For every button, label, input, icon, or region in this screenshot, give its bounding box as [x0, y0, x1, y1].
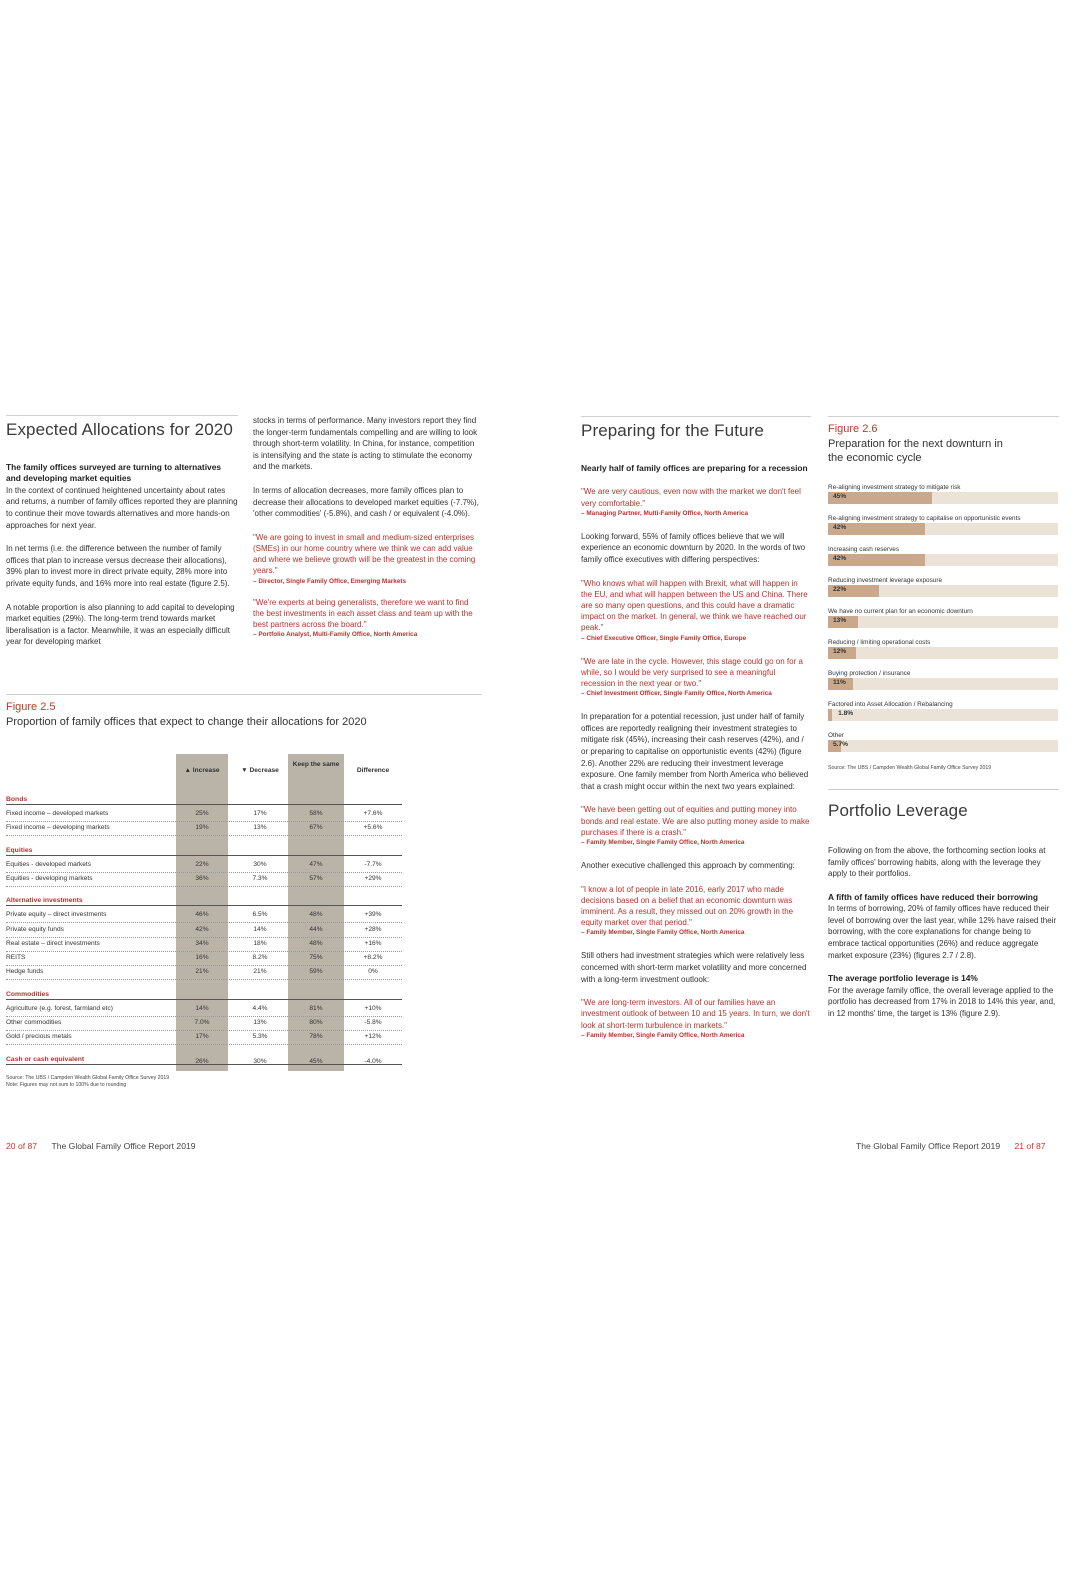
table-row [6, 1003, 402, 1017]
footer-right [856, 1141, 1046, 1151]
bar-track [828, 647, 1058, 659]
paragraph: In the context of continued heightened uncertainty about rates and returns, a number of family offices reported they are planning to continue their move towards alternatives and more hands-on approaches for next year. [6, 485, 238, 530]
quote-attribution: – Family Member, Single Family Office, North America [581, 838, 745, 846]
cell-diff: +39% [364, 911, 382, 919]
paragraph: In terms of allocation decreases, more family offices plan to decrease their allocations to developed market equities (-7.7%), 'other commodities' (-5.8%), and cash / or equivalent (-4.0%). [253, 485, 479, 519]
cell-dec: 21% [253, 968, 267, 976]
table-group-header: Alternative investments [6, 897, 402, 906]
cell-keep: 58% [309, 810, 323, 817]
bar-category-label: Reducing investment leverage exposure [828, 577, 943, 584]
table-row [6, 1017, 402, 1031]
paragraph: In terms of borrowing, 20% of family offices have reduced their level of borrowing over the last year, while 12% have raised their borrowing, with the core explanations for change being to embrace tactical opportunities (26%) and reduce aggregate market exposure (23%) (figures 2.7 / 2.8). [828, 904, 1057, 960]
cell-dec: 14% [253, 925, 267, 933]
table-group-header: Commodities [6, 991, 402, 1000]
quote-attribution: – Family Member, Single Family Office, North America [581, 929, 745, 937]
quote-attribution: – Director, Single Family Office, Emerging Markets [253, 577, 407, 585]
paragraph: Another executive challenged this approach by commenting: [581, 860, 795, 870]
cell-dec: 17% [253, 810, 267, 817]
right-column-1 [581, 463, 811, 1041]
header-difference: Difference [356, 767, 390, 774]
bar-track [828, 492, 1058, 504]
bar [828, 709, 832, 721]
paragraph: Following on from the above, the forthcoming section looks at family offices' borrowing habits, along with the leverage they apply to their portfolios. [828, 846, 1046, 879]
cell-dec: 30% [253, 1057, 267, 1065]
cell-keep: 67% [309, 824, 323, 832]
cell-keep: 59% [309, 968, 323, 976]
bar-value-label: 5.7% [833, 741, 849, 748]
row-label: REITS [6, 954, 26, 962]
quote: "We are very cautious, even now with the market we don't feel very comfortable." [581, 487, 801, 508]
table-row [6, 952, 402, 966]
left-column-1 [6, 462, 238, 648]
row-label: Gold / precious metals [6, 1033, 72, 1041]
bar-category-label: We have no current plan for an economic downturn [828, 608, 973, 615]
paragraph: stocks in terms of performance. Many investors report they find the longer-term fundamentals compelling and are willing to look through short-term volatility. In China, for instance, competition is intensifying and the state is acting to stimulate the economy and the markets. [253, 416, 478, 472]
row-label: Agriculture (e.g. forest, farmland etc) [6, 1004, 114, 1012]
bar-category-label: Increasing cash reserves [828, 546, 900, 553]
figure-title: Proportion of family offices that expect to change their allocations for 2020 [6, 716, 367, 728]
cell-dec: 18% [253, 939, 267, 947]
cell-diff: +29% [364, 874, 382, 882]
cell-keep: 78% [309, 1033, 323, 1041]
cell-inc: 21% [195, 968, 209, 976]
cell-inc: 46% [195, 911, 209, 919]
paragraph: In net terms (i.e. the difference between the number of family offices that plan to increase versus decrease their allocations), 39% plan to invest more in direct private equity, 28% more into private equity funds, and 16% more into real estate (figure 2.5). [6, 544, 230, 588]
table-row [6, 808, 402, 822]
cell-dec: 4.4% [252, 1004, 268, 1012]
cell-keep: 48% [309, 911, 323, 919]
row-label: Equities - developing markets [6, 874, 93, 882]
cell-inc: 19% [195, 824, 209, 832]
cell-inc: 22% [195, 860, 209, 868]
bar-category-label: Other [828, 732, 844, 739]
row-label: Equities - developed markets [6, 860, 92, 868]
figure-source: Source: The UBS / Campden Wealth Global Family Office Survey 2019 [828, 765, 992, 771]
cell-keep: 48% [309, 939, 323, 947]
cell-dec: 30% [253, 860, 267, 868]
page-number: 20 of 87 [6, 1141, 38, 1151]
paragraph: For the average family office, the overall leverage applied to the portfolio has decreased from 17% in 2018 to 14% this year, and, in 12 months' time, the target is 13% (figure 2.9). [828, 985, 1056, 1018]
title-rule-left [6, 415, 238, 416]
cell-keep: 44% [309, 925, 323, 933]
cell-diff: +10% [364, 1004, 382, 1012]
bar-item [828, 576, 1058, 597]
cell-inc: 26% [195, 1057, 209, 1065]
cell-inc: 14% [195, 1004, 209, 1012]
cell-keep: 45% [309, 1057, 323, 1065]
cell-inc: 16% [195, 954, 209, 962]
footer-left [6, 1141, 196, 1151]
paragraph: In preparation for a potential recession, just under half of family offices are reportedly realigning their investment strategies to mitigate risk (45%), increasing their cash reserves (42%), and / or preparing to capitalise on opportunistic events (42%) (figure 2.6). Another 22% are reducing their investment leverage exposure. One family member from North America who believed that a crash might occur within the next two years explained: [581, 712, 809, 791]
cell-diff: +8.2% [363, 954, 383, 962]
section-lead: The family offices surveyed are turning to alternatives and developing market equities [6, 462, 222, 484]
cell-keep: 81% [309, 1004, 323, 1012]
page-title-right: Preparing for the Future [581, 421, 764, 440]
cell-keep: 80% [309, 1019, 323, 1026]
bar-value-label: 22% [833, 586, 847, 593]
cell-dec: 13% [253, 824, 267, 832]
bar-item [828, 638, 1058, 659]
quote: "We are going to invest in small and medium-sized enterprises (SMEs) in our home country where we think we can add value and where we believe growth will be the greatest in the coming years." [253, 532, 476, 576]
bar-track [828, 709, 1058, 721]
header-keep: Keep the same [292, 761, 340, 768]
quote-attribution: – Chief Investment Officer, Single Family Office, North America [581, 690, 772, 698]
cell-diff: +7.6% [363, 810, 383, 817]
cell-dec: 6.5% [252, 911, 268, 919]
bar-item [828, 669, 1058, 690]
quote: "Who knows what will happen with Brexit, what will happen in the EU, and what will happen between the US and China. There are so many open questions, and this could have a dramatic impact on the market. In general, we think we have reached our peak." [581, 578, 808, 633]
cell-diff: 0% [368, 968, 378, 976]
bar-category-label: Re-aligning investment strategy to mitigate risk [828, 484, 961, 491]
section-title: Portfolio Leverage [828, 801, 968, 820]
section-lead: The average portfolio leverage is 14% [828, 973, 978, 984]
table-group-header: Equities [6, 847, 402, 856]
cell-dec: 5.3% [252, 1033, 268, 1041]
figure-label: Figure 2.6 [828, 423, 878, 435]
figure-rule-right [828, 416, 1059, 417]
row-label: Hedge funds [6, 968, 44, 976]
cell-inc: 17% [195, 1033, 209, 1041]
row-label: Private equity funds [6, 925, 64, 933]
quote-attribution: – Chief Executive Officer, Single Family Office, Europe [581, 634, 747, 642]
bar-category-label: Factored into Asset Allocation / Rebalancing [828, 701, 953, 708]
header-decrease: ▼ Decrease [241, 767, 279, 774]
cell-dec: 7.3% [252, 874, 268, 882]
bar-value-label: 1.8% [838, 710, 854, 717]
bar-value-label: 42% [833, 524, 847, 531]
figure-note: Note: Figures may not sum to 100% due to rounding [6, 1082, 127, 1088]
bar-value-label: 45% [833, 493, 847, 500]
cell-keep: 57% [309, 874, 323, 882]
cell-keep: 75% [309, 954, 323, 962]
bar-value-label: 13% [833, 617, 847, 624]
table-row [6, 924, 402, 938]
page-number: 21 of 87 [1014, 1141, 1046, 1151]
quote-attribution: – Family Member, Single Family Office, North America [581, 1031, 745, 1039]
bar-item [828, 731, 1058, 752]
table-row [6, 909, 402, 923]
bar-category-label: Re-aligning investment strategy to capitalise on opportunistic events [828, 515, 1021, 522]
leverage-rule [828, 789, 1059, 790]
row-label: Fixed income – developed markets [6, 810, 109, 817]
quote-attribution: – Portfolio Analyst, Multi-Family Office, North America [253, 631, 418, 639]
bar-track [828, 523, 1058, 535]
section-lead: A fifth of family offices have reduced their borrowing [828, 891, 1039, 902]
title-rule-right [581, 416, 811, 417]
quote: "We are long-term investors. All of our families have an investment outlook of between 10 and 15 years. In turn, we don't look at short-term turbulence in markets." [581, 998, 810, 1030]
table-row [6, 1031, 402, 1045]
table-row [6, 1056, 402, 1069]
cell-inc: 36% [195, 874, 209, 882]
bar-category-label: Buying protection / insurance [828, 670, 911, 677]
figure-rule [6, 694, 482, 695]
table-row [6, 966, 402, 980]
bar-item [828, 545, 1058, 566]
quote: "We are late in the cycle. However, this stage could go on for a while, so I would be very surprised to see a meaningful recession in the next year or two." [581, 656, 803, 689]
left-column-2 [253, 415, 481, 640]
bar-track [828, 554, 1058, 566]
table-row [6, 873, 402, 887]
bar-item [828, 700, 1058, 721]
quote: "We have been getting out of equities and putting money into bonds and real estate. We are also putting money aside to make purchases if there is a crash." [581, 805, 810, 837]
row-label: Other commodities [6, 1019, 62, 1026]
bar-track [828, 616, 1058, 628]
cell-dec: 13% [253, 1019, 267, 1026]
row-label: Private equity – direct investments [6, 911, 107, 919]
bar-value-label: 12% [833, 648, 847, 655]
right-column-2 [828, 845, 1060, 1019]
report-title: The Global Family Office Report 2019 [51, 1141, 196, 1151]
bar-track [828, 678, 1058, 690]
bar-value-label: 11% [833, 679, 846, 686]
bar-track [828, 740, 1058, 752]
figure-source: Source: The UBS / Campden Wealth Global Family Office Survey 2019 [6, 1075, 170, 1081]
table-row [6, 938, 402, 952]
table-group-header: Cash or cash equivalent [6, 1056, 402, 1065]
paragraph: Looking forward, 55% of family offices believe that we will experience an economic downturn by 2020. In the words of two family office executives with differing perspectives: [581, 531, 806, 564]
paragraph: Still others had investment strategies which were relatively less concerned with short-term market volatility and more concerned with a long-term investment outlook: [581, 951, 807, 984]
cell-inc: 42% [195, 925, 209, 933]
table-row [6, 859, 402, 873]
report-title: The Global Family Office Report 2019 [856, 1141, 1001, 1151]
cell-inc: 34% [195, 939, 209, 947]
table-row [6, 822, 402, 836]
cell-diff: +5.6% [363, 824, 383, 832]
row-label: Real estate – direct investments [6, 939, 100, 947]
cell-diff: +12% [364, 1033, 382, 1041]
bar-track [828, 585, 1058, 597]
cell-diff: -7.7% [364, 860, 382, 868]
row-label: Fixed income – developing markets [6, 824, 110, 832]
table-group-header: Bonds [6, 796, 402, 805]
bar-item [828, 607, 1058, 628]
cell-diff: +28% [364, 925, 382, 933]
section-lead: Nearly half of family offices are preparing for a recession [581, 463, 808, 473]
bar-item [828, 514, 1058, 535]
cell-diff: +16% [364, 939, 382, 947]
quote-attribution: – Managing Partner, Multi-Family Office, North America [581, 509, 749, 517]
cell-diff: -4.0% [364, 1057, 382, 1065]
bar-category-label: Reducing / limiting operational costs [828, 639, 931, 646]
bar-item [828, 483, 1058, 504]
quote: "I know a lot of people in late 2016, early 2017 who made decisions based on a belief that an economic downturn was imminent. As a result, they missed out on 20% growth in the equity market over that period." [581, 884, 794, 928]
header-increase: ▲ Increase [184, 767, 220, 774]
cell-keep: 47% [309, 860, 323, 868]
cell-diff: -5.8% [364, 1019, 382, 1026]
cell-dec: 8.2% [252, 954, 268, 962]
paragraph: A notable proportion is also planning to add capital to developing market equities (29%). The long-term trend towards market liberalisation is a factor. Meanwhile, it was an especially difficult year for developing market [6, 602, 235, 647]
figure-label: Figure 2.5 [6, 701, 56, 713]
cell-inc: 7.0% [194, 1019, 210, 1026]
cell-inc: 25% [195, 810, 209, 817]
figure-title: Preparation for the next downturn in the economic cycle [828, 438, 1003, 464]
bar-value-label: 42% [833, 555, 847, 562]
page-title-left: Expected Allocations for 2020 [6, 420, 233, 439]
quote: "We're experts at being generalists, therefore we want to find the best investments in each asset class and team up with the best partners across the board." [253, 597, 473, 629]
